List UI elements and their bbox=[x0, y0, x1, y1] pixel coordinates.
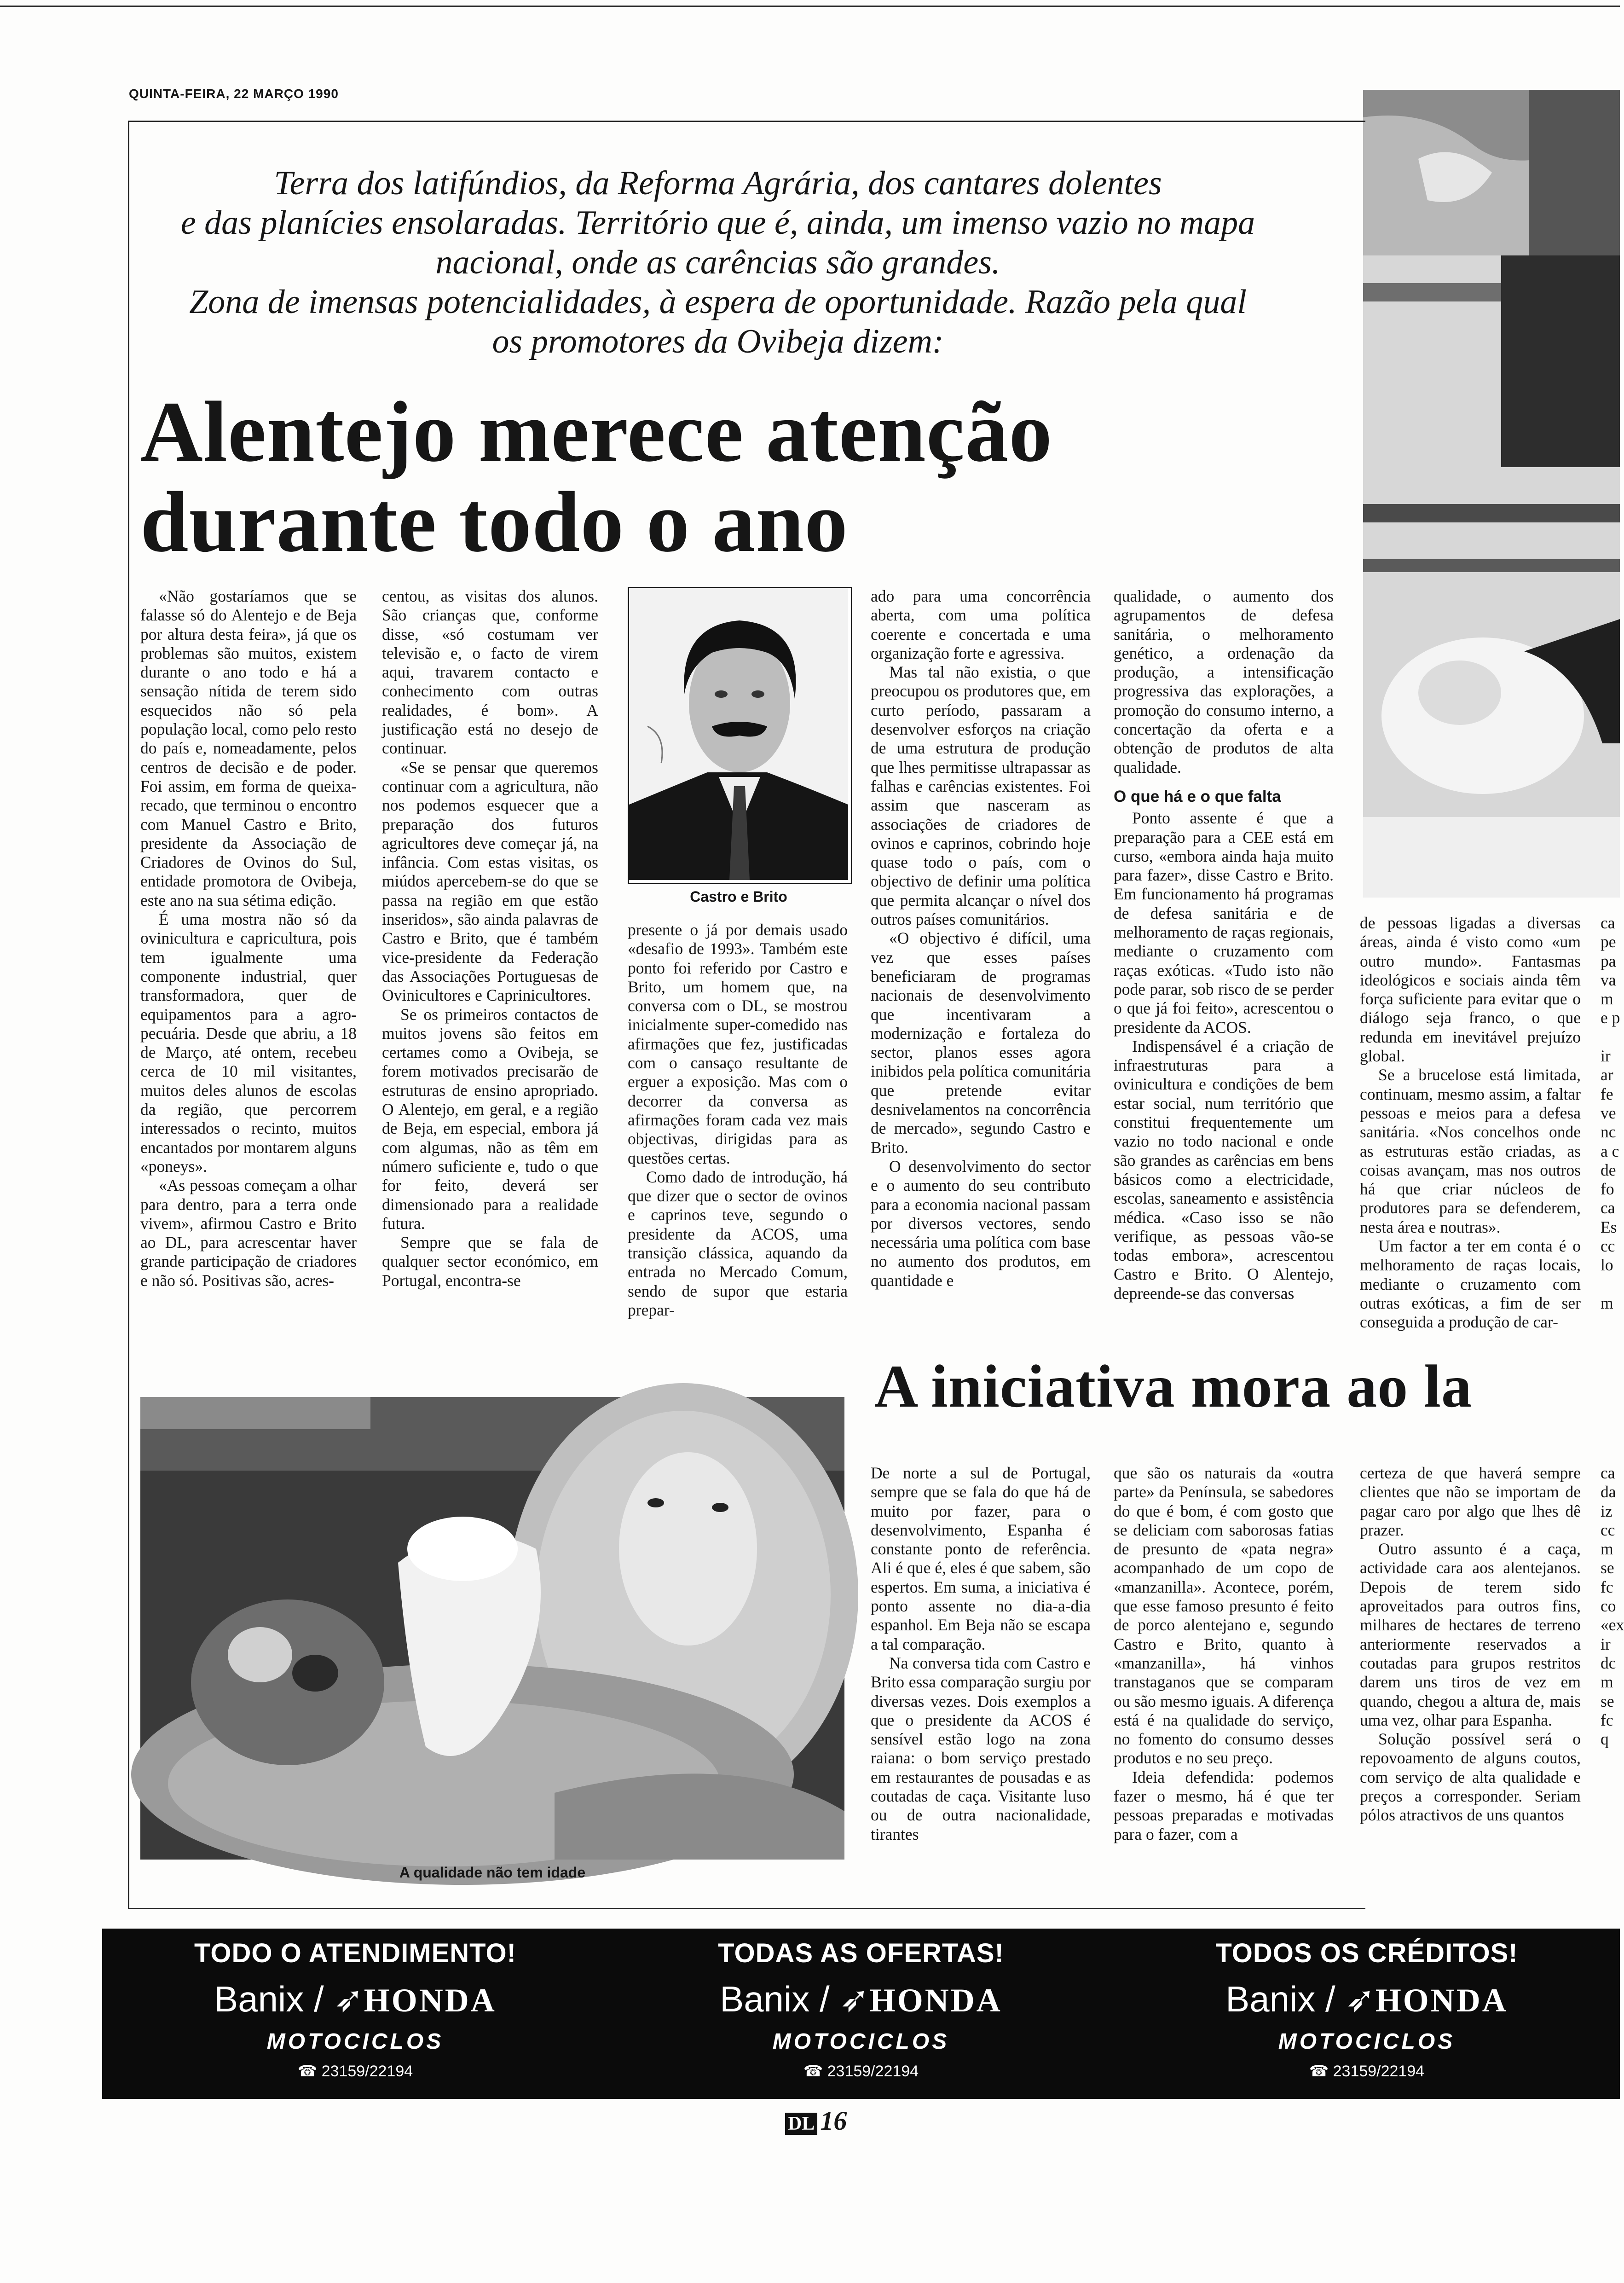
cropped-text-fragment: ar bbox=[1601, 1066, 1613, 1084]
ad-title: TODO O ATENDIMENTO! bbox=[194, 1938, 516, 1968]
cropped-text-fragment: de bbox=[1601, 1160, 1616, 1179]
cropped-text-fragment: m bbox=[1601, 1540, 1613, 1559]
cropped-text-fragment: pe bbox=[1601, 933, 1616, 951]
article-column-6 bbox=[1360, 914, 1581, 1356]
ad-phone-number: 23159/22194 bbox=[827, 2063, 919, 2080]
cropped-text-fragment: m bbox=[1601, 1673, 1613, 1692]
honda-wing-icon: ➶ bbox=[839, 1979, 870, 2019]
deck-line: Terra dos latifúndios, da Reforma Agrária, dos cantares dolentes bbox=[274, 164, 1162, 202]
honda-advertisement bbox=[102, 1929, 1620, 2099]
ad-phone bbox=[1114, 2062, 1620, 2080]
article-column-5 bbox=[1114, 587, 1334, 1356]
ad-dealer: Banix / bbox=[720, 1979, 830, 2019]
paragraph: presente o já por demais usado «desafio de 1993». Também este ponto foi referido por Castro e Brito, um homem que, na conversa com o DL, se mostrou inicialmente super-comedido nas afirmações que fez, justificadas com o cansaço resultante de erguer a exposição. Mas com o decorrer da conversa as afirmações foram cada vez mais objectivas, dirigidas para as questões certas. bbox=[628, 921, 848, 1167]
cropped-text-fragment: ir bbox=[1601, 1047, 1611, 1066]
cropped-text-fragment: ca bbox=[1601, 1199, 1615, 1217]
dateline: QUINTA-FEIRA, 22 MARÇO 1990 bbox=[129, 87, 339, 101]
paragraph: É uma mostra não só da ovinicultura e capricultura, pois tem igualmente uma componente industrial, quer transformadora, quer de equipamentos para a agro-pecuária. Desde que abriu, a 18 de Março, até ontem, recebeu cerca de 10 mil visitantes, muitos deles alunos de escolas da região, que percorrem interessados o recinto, muitos encantados por montarem alguns «poneys». bbox=[140, 910, 357, 1176]
paragraph: «Se se pensar que queremos continuar com a agricultura, não nos podemos esquecer que a preparação dos futuros agricultores deve começar já, na infância. Com estas visitas, os miúdos apercebem-se do que se passa na região em que estão inseridos», são ainda palavras de Castro e Brito, que é também vice-presidente da Federação das Associações Portuguesas de Ovinicultores e Caprinicultores. bbox=[382, 758, 598, 1005]
cropped-text-fragment: m bbox=[1601, 1293, 1613, 1312]
paragraph: De norte a sul de Portugal, sempre que se fala do que há de muito por fazer, para o desenvolvimento, Espanha é constante ponto de referência. Ali é que é, eles é que sabem, são espertos. Em suma, a iniciativa é ponto assente no dia-a-dia espanhol. Em Beja não se escapa a tal comparação. bbox=[871, 1464, 1091, 1653]
cropped-text-fragment: fo bbox=[1601, 1180, 1614, 1199]
ad-dealer: Banix / bbox=[214, 1979, 324, 2019]
cropped-text-fragment: co bbox=[1601, 1597, 1616, 1616]
cropped-text-fragment: Es bbox=[1601, 1217, 1617, 1236]
deck-line: e das planícies ensolaradas. Território que é, ainda, um imenso vazio no mapa bbox=[180, 204, 1255, 242]
paragraph: «As pessoas começam a olhar para dentro, para a terra onde vivem», afirmou Castro e Brito ao DL, para acrescentar haver grande participação de criadores e não só. Positivas são, acres- bbox=[140, 1176, 357, 1290]
cropped-text-fragment: ir bbox=[1601, 1634, 1611, 1653]
cropped-text-fragment: fe bbox=[1601, 1084, 1613, 1103]
cropped-text-fragment: nc bbox=[1601, 1123, 1616, 1142]
cropped-text-fragment: cc bbox=[1601, 1237, 1615, 1256]
article-column-3 bbox=[628, 921, 848, 1356]
cropped-text-fragment: «ex bbox=[1601, 1616, 1624, 1634]
ad-panel bbox=[608, 1929, 1114, 2099]
article-column-4 bbox=[871, 587, 1091, 1356]
cropped-text-fragment: lo bbox=[1601, 1256, 1613, 1275]
cropped-text-fragment: cc bbox=[1601, 1520, 1615, 1539]
cropped-text-fragment: ve bbox=[1601, 1103, 1616, 1122]
dl-logo: DL bbox=[785, 2113, 817, 2135]
paragraph: «Não gostaríamos que se falasse só do Alentejo e de Beja por altura desta feira», já que os problemas são muitos, existem durante o ano todo e há a sensação nítida de terem sido esquecidos não só pela população local, como pelo resto do país e, nomeadamente, pelos centros de decisão e de poder. Foi assim, em forma de queixa-recado, que terminou o encontro com Manuel Castro e Brito, presidente da Associação de Criadores de Ovinos do Sul, entidade promotora de Ovibeja, este ano na sua sétima edição. bbox=[140, 587, 357, 910]
cropped-text-fragment: va bbox=[1601, 970, 1616, 989]
honda-logo: HONDA bbox=[869, 1982, 1002, 2019]
paragraph: Se os primeiros contactos de muitos jovens são feitos em certames como a Ovibeja, se forem motivados precisarão de estruturas de ensino apropriado. O Alentejo, em geral, e a região de Beja, em especial, embora já com algumas, não as têm em número suficiente e, tudo o que for feito, deverá ser dimensionado para a realidade futura. bbox=[382, 1005, 598, 1233]
paragraph: de pessoas ligadas a diversas áreas, ainda é visto como «um outro mundo». Fantasmas ideológicos e sociais ainda têm força suficiente para evitar que o diálogo seja franco, o que redunda em inevitável prejuízo global. bbox=[1360, 914, 1581, 1066]
cropped-text-fragment: fc bbox=[1601, 1710, 1613, 1729]
sidebar-column-1 bbox=[871, 1464, 1091, 1848]
deck-line: nacional, onde as carências são grandes. bbox=[435, 243, 1000, 281]
paragraph: Outro assunto é a caça, actividade cara aos alentejanos. Depois de terem sido aproveitados para outros fins, milhares de hectares de terreno anteriormente reservados a coutadas para grupos restritos darem uns tiros de vez em quando, chegou a altura de, mais uma vez, olhar para Espanha. bbox=[1360, 1540, 1581, 1729]
ad-motorcycles: MOTOCICLOS bbox=[772, 2029, 950, 2054]
cropped-text-fragment: ca bbox=[1601, 1464, 1615, 1482]
portrait-caption: Castro e Brito bbox=[690, 888, 787, 905]
cropped-text-fragment bbox=[1601, 1028, 1620, 1047]
paragraph: que são os naturais da «outra parte» da Península, se sabedores do que é bom, é com gosto que se deliciam com saborosas fatias de presunto de «pata negra» acompanhado de um copo de «manzanilla». Acontece, porém, que esse famoso presunto é feito de porco alentejano e, segundo Castro e Brito, quanto à «manzanilla», há vinhos transtaganos que se comparam ou são mesmo iguais. A diferença está é na qualidade do serviço, no fomento do consumo desses produtos e no seu preço. bbox=[1114, 1464, 1334, 1767]
portrait-photo bbox=[628, 587, 852, 884]
cropped-text-fragment: da bbox=[1601, 1483, 1616, 1501]
cropped-text-fragment: m bbox=[1601, 990, 1613, 1008]
paragraph: Se a brucelose está limitada, continuam, mesmo assim, a faltar pessoas e meios para a defesa sanitária. «Nos concelhos onde as estruturas estão criadas, as coisas avançam, mas nos outros há que criar núcleos de produtores para se defenderem, nesta área e noutras». bbox=[1360, 1066, 1581, 1236]
cropped-text-fragment: dc bbox=[1601, 1653, 1616, 1672]
paragraph: Solução possível será o repovoamento de alguns coutos, com serviço de alta qualidade e preços a corresponder. Seriam pólos atractivos de uns quantos bbox=[1360, 1730, 1581, 1825]
sheep-photo-caption: A qualidade não tem idade bbox=[399, 1864, 586, 1881]
page-number: 16 bbox=[820, 2106, 847, 2136]
ad-brand bbox=[102, 1978, 608, 2020]
phone-icon: ☎ bbox=[803, 2063, 823, 2080]
cropped-text-fragment: a c bbox=[1601, 1142, 1619, 1160]
cropped-text-fragment bbox=[1601, 1275, 1620, 1294]
headline-line: Alentejo merece atenção bbox=[140, 383, 1053, 480]
honda-logo: HONDA bbox=[1375, 1982, 1508, 2019]
cropped-photo-right bbox=[1363, 90, 1620, 898]
paragraph: ado para uma concorrência aberta, com uma política coerente e concertada e uma organização forte e agressiva. bbox=[871, 587, 1091, 662]
paragraph: Na conversa tida com Castro e Brito essa comparação surgiu por diversas vezes. Dois exemplos a que o presidente da ACOS é sensível estão logo na zona raiana: o bom serviço prestado em restaurantes de pousadas e as coutadas de caça. Visitante luso ou de outra nacionalidade, tirantes bbox=[871, 1653, 1091, 1843]
main-headline bbox=[140, 383, 1291, 570]
ad-motorcycles: MOTOCICLOS bbox=[1278, 2029, 1456, 2054]
ad-panel bbox=[102, 1929, 608, 2099]
cropped-text-fragment: e p bbox=[1601, 1008, 1620, 1027]
ad-brand bbox=[608, 1978, 1114, 2020]
cropped-text-fragment: q bbox=[1601, 1730, 1609, 1749]
paragraph: O desenvolvimento do sector e o aumento do seu contributo para a economia nacional passam por diversos vectores, sendo necessária uma política com base no aumento dos produtos, em quantidade e bbox=[871, 1157, 1091, 1290]
cropped-text-fragment: ca bbox=[1601, 914, 1615, 932]
cropped-text-fragment: fc bbox=[1601, 1577, 1613, 1596]
ad-phone-number: 23159/22194 bbox=[1333, 2063, 1425, 2080]
paragraph: qualidade, o aumento dos agrupamentos de defesa sanitária, o melhoramento genético, a ordenação da produção, a intensificação progressiva das explorações, a promoção do consumo interno, a concertação da oferta e a obtenção de produtos de alta qualidade. bbox=[1114, 587, 1334, 776]
sidebar-column-2 bbox=[1114, 1464, 1334, 1848]
cropped-text-fragment: pa bbox=[1601, 951, 1616, 970]
deck-line: os promotores da Ovibeja dizem: bbox=[492, 323, 944, 360]
ad-phone-number: 23159/22194 bbox=[321, 2063, 413, 2080]
phone-icon: ☎ bbox=[297, 2063, 318, 2080]
paragraph: Um factor a ter em conta é o melhoramento de raças locais, mediante o cruzamento com outras exóticas, a fim de ser conseguida a produção de car- bbox=[1360, 1237, 1581, 1332]
ad-title: TODOS OS CRÉDITOS! bbox=[1215, 1938, 1518, 1968]
second-headline: A iniciativa mora ao la bbox=[874, 1352, 1472, 1420]
paragraph: «O objectivo é difícil, uma vez que esses países beneficiaram de programas nacionais de desenvolvimento que incentivaram a modernização e fortaleza do sector, planos esses agora inibidos pela política comunitária que pretende evitar desnivelamentos na concorrência de mercado», segundo Castro e Brito. bbox=[871, 929, 1091, 1157]
cropped-sidebar-fragments bbox=[1601, 1464, 1624, 1848]
paragraph: Indispensável é a criação de infraestruturas para a ovinicultura e condições de bem estar social, num território que constitui frequentemente um vazio no todo nacional e onde são grandes as carências em bens básicos como a electricidade, escolas, saneamento e assistência médica. «Caso isso se não verifique, as pessoas vão-se todas embora», acrescentou Castro e Brito. O Alentejo, depreende-se das conversas bbox=[1114, 1037, 1334, 1303]
article-deck bbox=[138, 163, 1298, 361]
paragraph: Sempre que se fala de qualquer sector económico, em Portugal, encontra-se bbox=[382, 1233, 598, 1290]
cropped-text-fragment: se bbox=[1601, 1559, 1614, 1577]
top-rule bbox=[0, 6, 1620, 7]
headline-line: durante todo o ano bbox=[140, 474, 848, 570]
ad-motorcycles: MOTOCICLOS bbox=[266, 2029, 444, 2054]
cropped-column-fragments bbox=[1601, 914, 1620, 1356]
phone-icon: ☎ bbox=[1309, 2063, 1329, 2080]
article-column-1 bbox=[140, 587, 357, 1356]
honda-wing-icon: ➶ bbox=[334, 1979, 364, 2019]
subheading: O que há e o que falta bbox=[1114, 787, 1281, 805]
sidebar-column-3 bbox=[1360, 1464, 1581, 1848]
ad-brand bbox=[1114, 1978, 1620, 2020]
paragraph: centou, as visitas dos alunos. São crianças que, conforme disse, «só costumam ver televisão e, o facto de virem aqui, travarem contacto e conhecimento com outras realidades, é bom». A justificação está no desejo de continuar. bbox=[382, 587, 598, 758]
ad-panel bbox=[1114, 1929, 1620, 2099]
deck-line: Zona de imensas potencialidades, à espera de oportunidade. Razão pela qual bbox=[189, 283, 1247, 321]
ad-title: TODAS AS OFERTAS! bbox=[718, 1938, 1004, 1968]
ad-phone bbox=[608, 2062, 1114, 2080]
honda-logo: HONDA bbox=[364, 1982, 497, 2019]
honda-wing-icon: ➶ bbox=[1345, 1979, 1375, 2019]
paragraph: Ponto assente é que a preparação para a CEE está em curso, «embora ainda haja muito para fazer», disse Castro e Brito. Em funcionamento há programas de defesa sanitária e de melhoramento de raças regionais, mediante o cruzamento com raças exóticas. «Tudo isto não pode parar, sob risco de se perder o que já foi feito», acrescentou o presidente da ACOS. bbox=[1114, 809, 1334, 1037]
paragraph: Mas tal não existia, o que preocupou os produtores que, em curto período, passaram a desenvolver esforços na criação de uma estrutura de produção que lhes permitisse ultrapassar as falhas e carências existentes. Foi assim que nasceram as associações de criadores de ovinos e caprinos, cobrindo hoje quase todo o país, com o objectivo de definir uma política que permita alcançar o nível dos outros países comunitários. bbox=[871, 663, 1091, 929]
cropped-text-fragment: se bbox=[1601, 1692, 1614, 1710]
paragraph: certeza de que haverá sempre clientes que não se importam de pagar caro por algo que lhes dê prazer. bbox=[1360, 1464, 1581, 1539]
cropped-text-fragment: iz bbox=[1601, 1501, 1612, 1520]
paragraph: Como dado de introdução, há que dizer que o sector de ovinos e caprinos teve, segundo o presidente da ACOS, uma transição clássica, aquando da entrada no Mercado Comum, sendo de supor que estaria prepar- bbox=[628, 1167, 848, 1319]
ad-dealer: Banix / bbox=[1225, 1979, 1335, 2019]
paragraph: Ideia defendida: podemos fazer o mesmo, há é que ter pessoas preparadas e motivadas para o fazer, com a bbox=[1114, 1767, 1334, 1843]
article-column-2 bbox=[382, 587, 598, 1356]
page-folio bbox=[785, 2105, 847, 2136]
sheep-photo bbox=[140, 1397, 844, 1860]
ad-phone bbox=[102, 2062, 608, 2080]
